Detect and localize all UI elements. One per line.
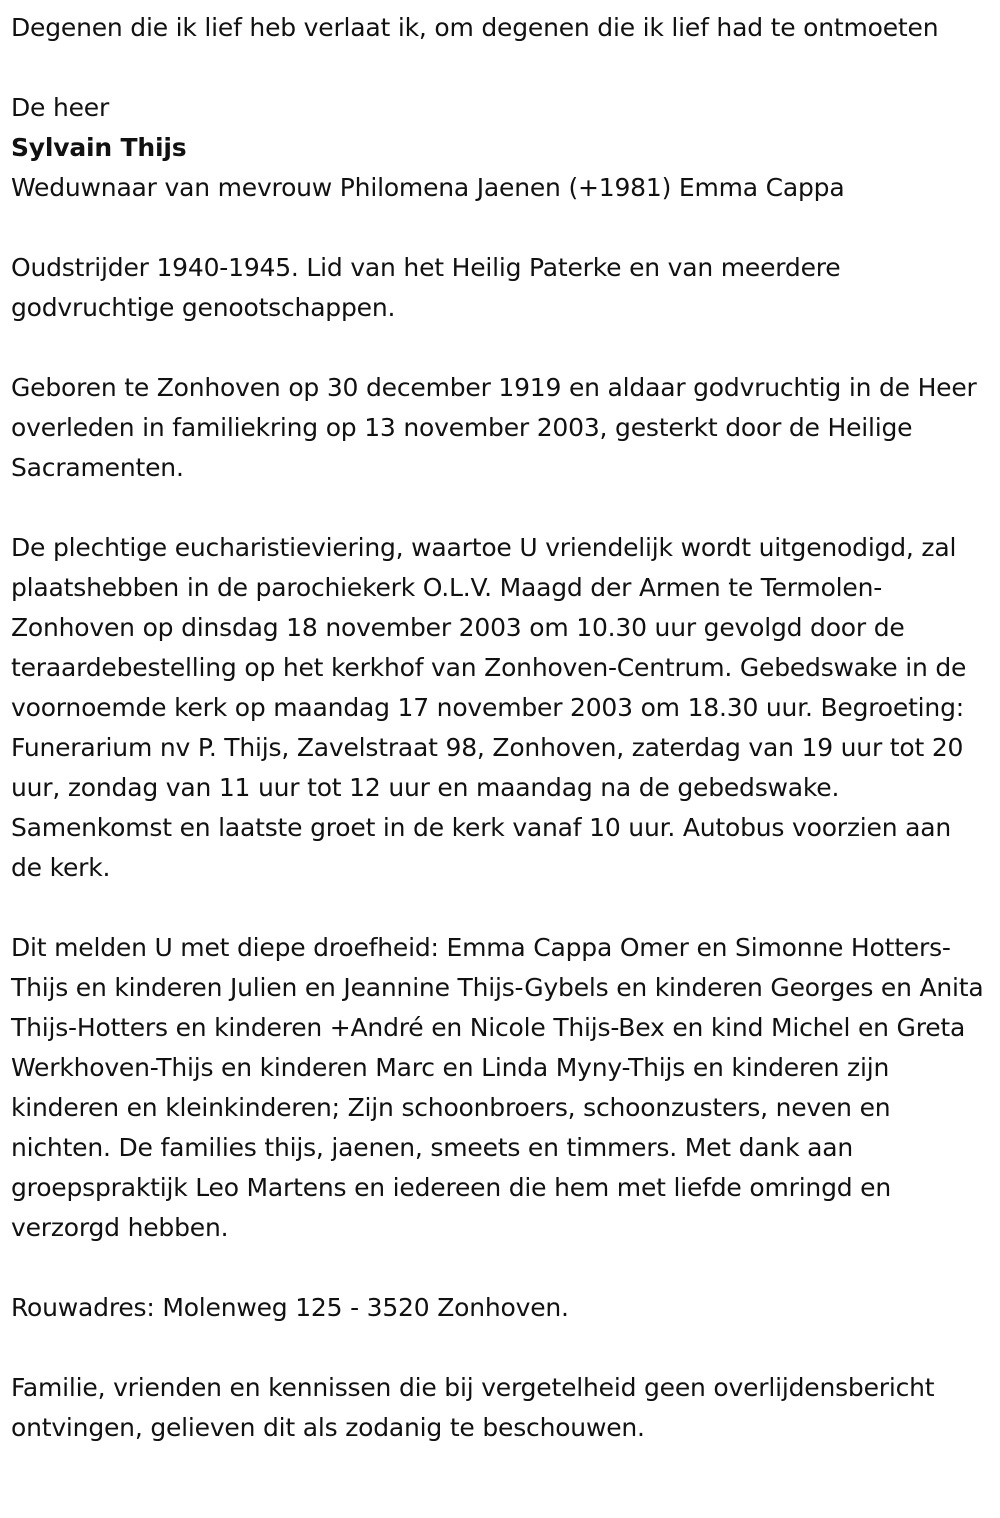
closing-note: Familie, vrienden en kennissen die bij vergetelheid geen overlijdensbericht ontvingen, gelieven dit als zodanig te beschouwen. — [11, 1373, 935, 1442]
mourning-address: Rouwadres: Molenweg 125 - 3520 Zonhoven. — [11, 1293, 569, 1322]
family-announcement: Dit melden U met diepe droefheid: Emma Cappa Omer en Simonne Hotters-Thijs en kinderen Julien en Jeannine Thijs-Gybels en kinderen Georges en Anita Thijs-Hotters en kinderen +André en Nicole Thijs-Bex en kind Michel en Greta Werkhoven-Thijs en kinderen Marc en Linda Myny-Thijs en kinderen zijn kinderen en kleinkinderen; Zijn schoonbroers, schoonzusters, neven en nichten. De families thijs, jaenen, smeets en timmers. Met dank aan groepspraktijk Leo Martens en iedereen die hem met liefde omringd en verzorgd hebben. — [11, 933, 984, 1242]
birth-death: Geboren te Zonhoven op 30 december 1919 en aldaar godvruchtig in de Heer overleden in familiekring op 13 november 2003, gesterkt door de Heilige Sacramenten. — [11, 373, 977, 482]
relation: Weduwnaar van mevrouw Philomena Jaenen (+1981) Emma Cappa — [11, 173, 845, 202]
memberships: Oudstrijder 1940-1945. Lid van het Heilig Paterke en van meerdere godvruchtige genootschappen. — [11, 253, 841, 322]
ceremony-details: De plechtige eucharistieviering, waartoe U vriendelijk wordt uitgenodigd, zal plaatshebben in de parochiekerk O.L.V. Maagd der Armen te Termolen-Zonhoven op dinsdag 18 november 2003 om 10.30 uur gevolgd door de teraardebestelling op het kerkhof van Zonhoven-Centrum. Gebedswake in de voornoemde kerk op maandag 17 november 2003 om 18.30 uur. Begroeting: Funerarium nv P. Thijs, Zavelstraat 98, Zonhoven, zaterdag van 19 uur tot 20 uur, zondag van 11 uur tot 12 uur en maandag na de gebedswake. Samenkomst en laatste groet in de kerk vanaf 10 uur. Autobus voorzien aan de kerk. — [11, 533, 967, 882]
salutation: De heer — [11, 93, 110, 122]
motto: Degenen die ik lief heb verlaat ik, om degenen die ik lief had te ontmoeten — [11, 13, 939, 42]
deceased-name: Sylvain Thijs — [11, 133, 187, 162]
